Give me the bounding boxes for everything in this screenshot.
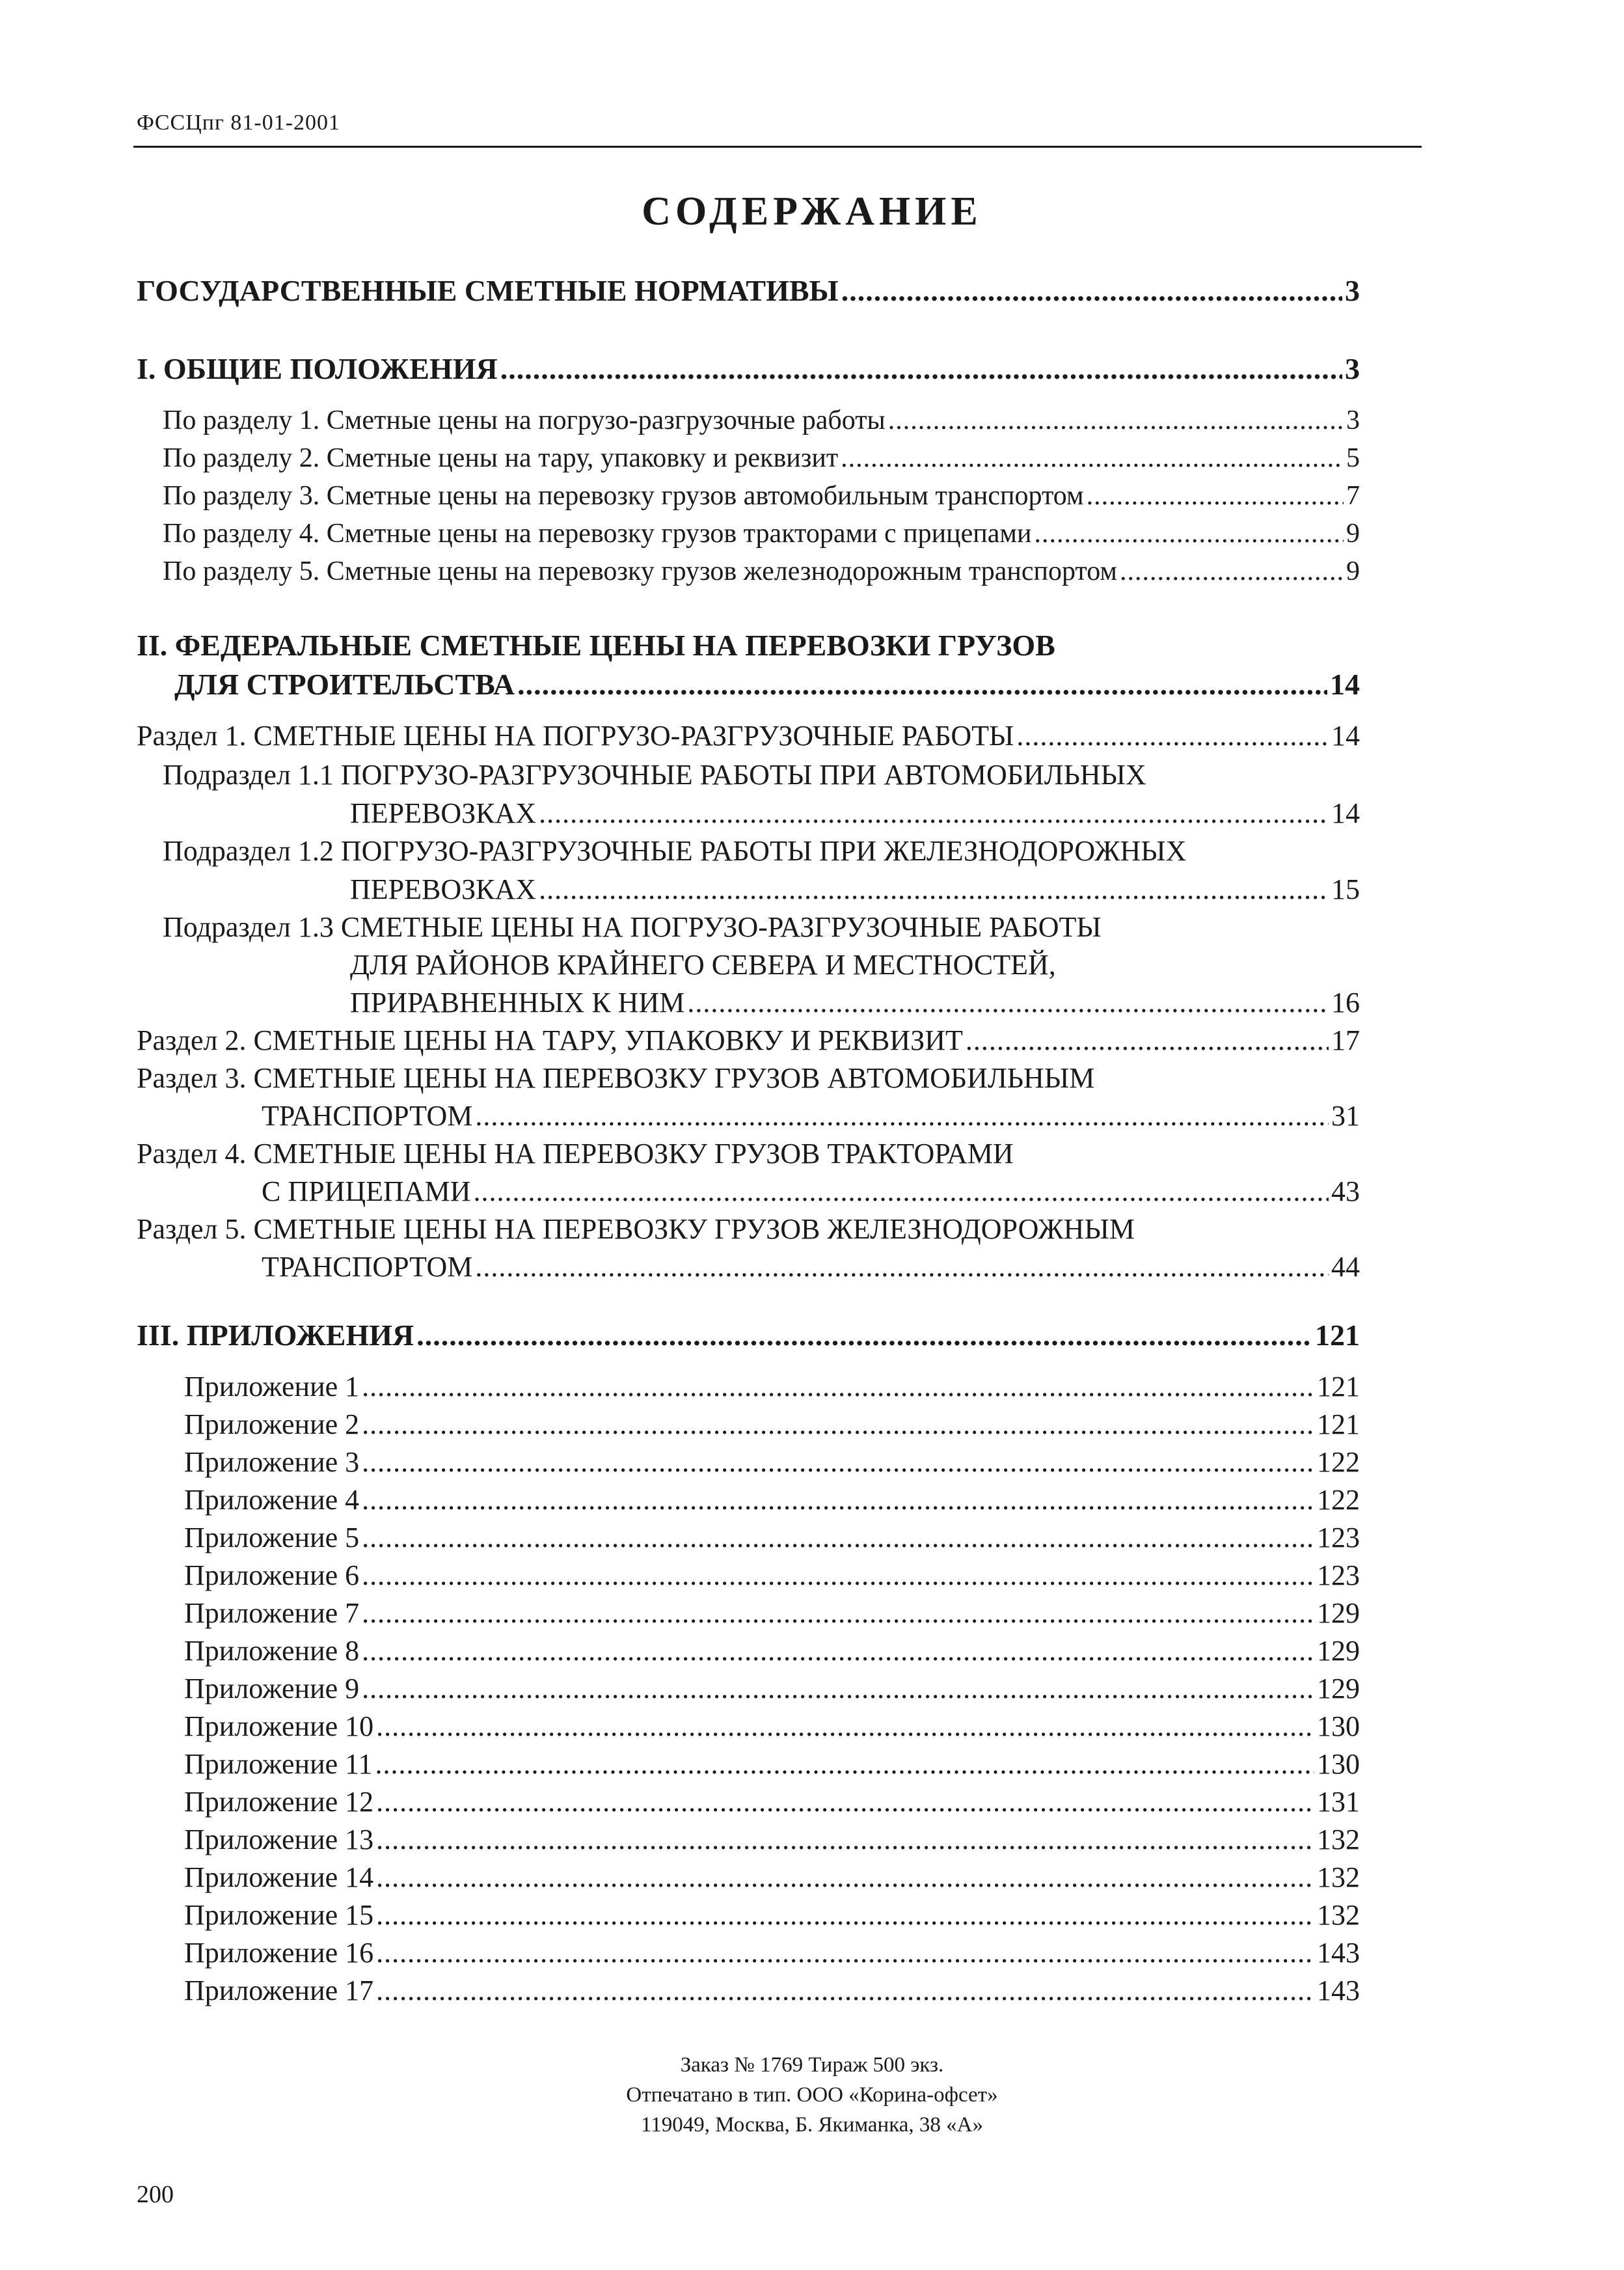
toc-entry-razdel-1[interactable]: Раздел 1. СМЕТНЫЕ ЦЕНЫ НА ПОГРУЗО-РАЗГРУЗОЧНЫЕ РАБОТЫ ..... 14	[137, 719, 1360, 752]
document-code: ФССЦпг 81-01-2001	[137, 111, 341, 135]
toc-entry-appendix[interactable]: Приложение 14 ..... 132	[184, 1861, 1360, 1894]
imprint-printer-line: Отпечатано в тип. ООО «Корина-офсет»	[626, 2083, 998, 2107]
toc-entry-appendix[interactable]: Приложение 10 ..... 130	[184, 1710, 1360, 1743]
toc-entry-razdel-4[interactable]: С ПРИЦЕПАМИ ..... 43	[262, 1175, 1360, 1208]
toc-entry-appendix[interactable]: Приложение 2 ..... 121	[184, 1408, 1360, 1441]
print-imprint	[0, 2050, 1624, 2140]
toc-entry-subsection-1-3[interactable]: ПРИРАВНЕННЫХ К НИМ ..... 16	[350, 986, 1360, 1019]
toc-entry-sec1-item[interactable]: По разделу 5. Сметные цены на перевозку грузов железнодорожным транспортом ..... 9	[163, 556, 1360, 587]
toc-entry-appendix[interactable]: Приложение 4 ..... 122	[184, 1483, 1360, 1516]
toc-subsection-1-3-title: Подраздел 1.3 СМЕТНЫЕ ЦЕНЫ НА ПОГРУЗО-РАЗГРУЗОЧНЫЕ РАБОТЫ	[163, 911, 1102, 943]
toc-entry-appendix[interactable]: Приложение 17 ..... 143	[184, 1974, 1360, 2007]
toc-subsection-1-1-title: Подраздел 1.1 ПОГРУЗО-РАЗГРУЗОЧНЫЕ РАБОТЫ ПРИ АВТОМОБИЛЬНЫХ	[163, 759, 1146, 791]
toc-section-2-title: II. ФЕДЕРАЛЬНЫЕ СМЕТНЫЕ ЦЕНЫ НА ПЕРЕВОЗКИ ГРУЗОВ	[137, 629, 1055, 662]
toc-entry-appendix[interactable]: Приложение 5 ..... 123	[184, 1521, 1360, 1554]
imprint-order-line: Заказ № 1769 Тираж 500 экз.	[680, 2053, 944, 2077]
toc-entry-sec1-item[interactable]: По разделу 4. Сметные цены на перевозку грузов тракторами с прицепами ..... 9	[163, 518, 1360, 549]
toc-entry-section-2[interactable]: ДЛЯ СТРОИТЕЛЬСТВА ..... 14	[174, 667, 1360, 702]
toc-entry-gsn[interactable]: ГОСУДАРСТВЕННЫЕ СМЕТНЫЕ НОРМАТИВЫ ..... 3	[137, 273, 1360, 308]
toc-entry-sec1-item[interactable]: По разделу 1. Сметные цены на погрузо-разгрузочные работы ..... 3	[163, 405, 1360, 436]
imprint-address-line: 119049, Москва, Б. Якиманка, 38 «А»	[641, 2113, 983, 2137]
toc-entry-sec1-item[interactable]: По разделу 2. Сметные цены на тару, упаковку и реквизит ..... 5	[163, 443, 1360, 474]
page-title: СОДЕРЖАНИЕ	[642, 189, 982, 234]
toc-razdel-5-title: Раздел 5. СМЕТНЫЕ ЦЕНЫ НА ПЕРЕВОЗКУ ГРУЗОВ ЖЕЛЕЗНОДОРОЖНЫМ	[137, 1213, 1135, 1245]
toc-razdel-3-title: Раздел 3. СМЕТНЫЕ ЦЕНЫ НА ПЕРЕВОЗКУ ГРУЗОВ АВТОМОБИЛЬНЫМ	[137, 1062, 1095, 1094]
toc-entry-appendix[interactable]: Приложение 9 ..... 129	[184, 1672, 1360, 1705]
toc-entry-section-3[interactable]: III. ПРИЛОЖЕНИЯ ..... 121	[137, 1318, 1360, 1352]
toc-entry-sec1-item[interactable]: По разделу 3. Сметные цены на перевозку грузов автомобильным транспортом ..... 7	[163, 480, 1360, 512]
toc-entry-appendix[interactable]: Приложение 1 ..... 121	[184, 1370, 1360, 1403]
toc-subsection-1-2-title: Подраздел 1.2 ПОГРУЗО-РАЗГРУЗОЧНЫЕ РАБОТЫ ПРИ ЖЕЛЕЗНОДОРОЖНЫХ	[163, 835, 1187, 867]
toc-entry-appendix[interactable]: Приложение 7 ..... 129	[184, 1596, 1360, 1630]
toc-entry-appendix[interactable]: Приложение 8 ..... 129	[184, 1634, 1360, 1667]
toc-entry-subsection-1-1[interactable]: ПЕРЕВОЗКАХ ..... 14	[350, 797, 1360, 830]
toc-entry-razdel-2[interactable]: Раздел 2. СМЕТНЫЕ ЦЕНЫ НА ТАРУ, УПАКОВКУ И РЕКВИЗИТ ..... 17	[137, 1024, 1360, 1057]
toc-entry-appendix[interactable]: Приложение 13 ..... 132	[184, 1823, 1360, 1856]
toc-entry-appendix[interactable]: Приложение 6 ..... 123	[184, 1559, 1360, 1592]
toc-entry-appendix[interactable]: Приложение 12 ..... 131	[184, 1785, 1360, 1818]
toc-entry-section-1[interactable]: I. ОБЩИЕ ПОЛОЖЕНИЯ ..... 3	[137, 351, 1360, 386]
toc-entry-appendix[interactable]: Приложение 16 ..... 143	[184, 1936, 1360, 1969]
toc-entry-appendix[interactable]: Приложение 11 ..... 130	[184, 1747, 1360, 1781]
page-number: 200	[137, 2181, 174, 2208]
toc-entry-razdel-5[interactable]: ТРАНСПОРТОМ ..... 44	[262, 1250, 1360, 1283]
toc-entry-appendix[interactable]: Приложение 3 ..... 122	[184, 1445, 1360, 1479]
toc-subsection-1-3-title-cont: ДЛЯ РАЙОНОВ КРАЙНЕГО СЕВЕРА И МЕСТНОСТЕЙ,	[350, 949, 1056, 981]
toc-entry-appendix[interactable]: Приложение 15 ..... 132	[184, 1898, 1360, 1932]
toc-razdel-4-title: Раздел 4. СМЕТНЫЕ ЦЕНЫ НА ПЕРЕВОЗКУ ГРУЗОВ ТРАКТОРАМИ	[137, 1138, 1014, 1169]
toc-entry-subsection-1-2[interactable]: ПЕРЕВОЗКАХ ..... 15	[350, 873, 1360, 906]
toc-entry-razdel-3[interactable]: ТРАНСПОРТОМ ..... 31	[262, 1099, 1360, 1132]
